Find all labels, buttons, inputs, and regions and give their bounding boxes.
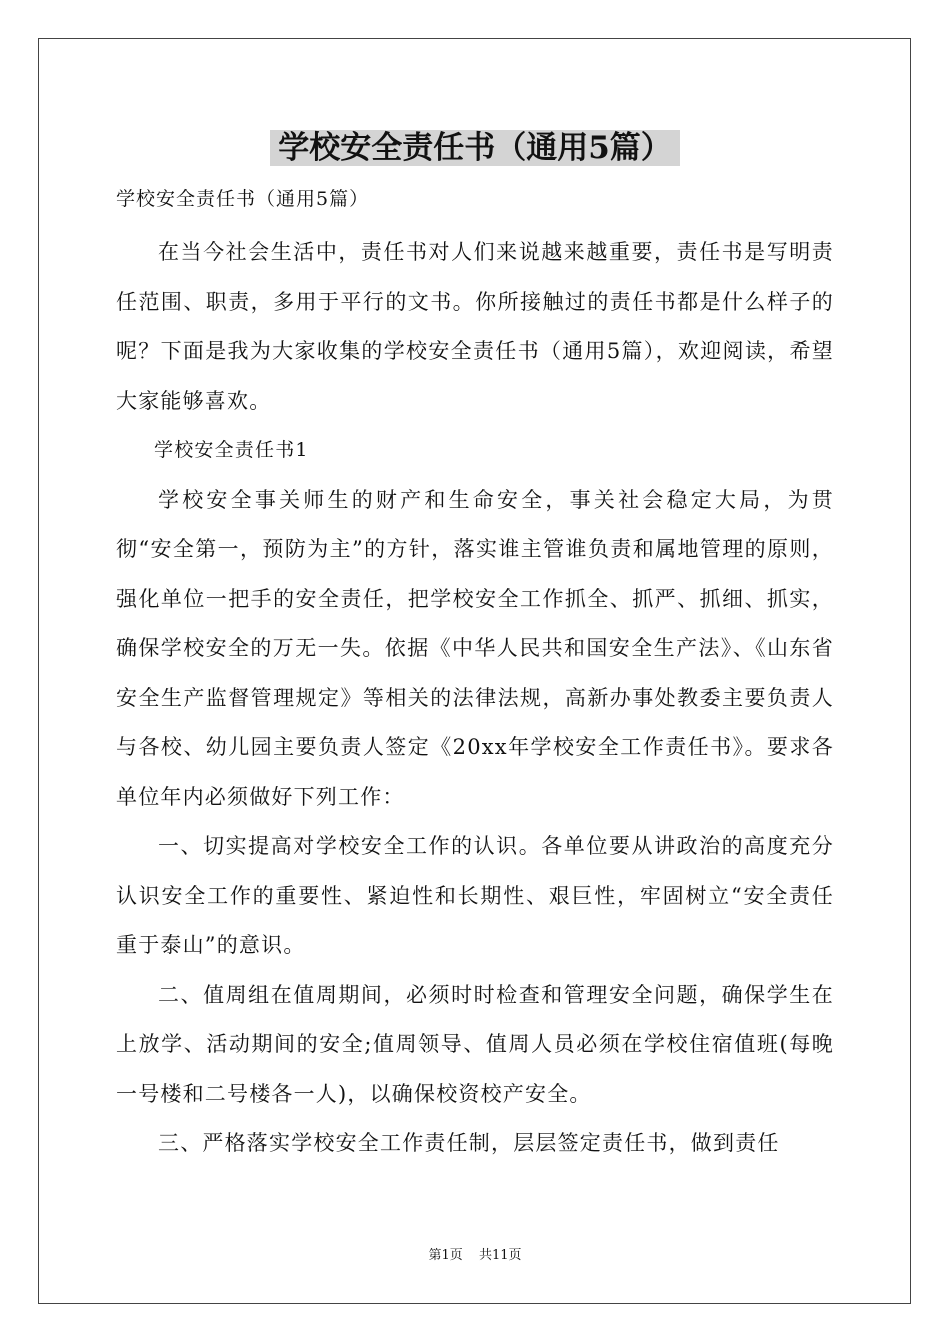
body-paragraph: 一、切实提高对学校安全工作的认识。各单位要从讲政治的高度充分认识安全工作的重要性、紧迫性和长期性、艰巨性，牢固树立“安全责任重于泰山”的意识。: [116, 834, 834, 957]
document-body: [116, 228, 834, 1169]
page-number: 第1页: [428, 1248, 463, 1263]
document-subtitle: 学校安全责任书（通用5篇）: [116, 188, 370, 210]
page-footer: [0, 1248, 950, 1264]
page-total: 共11页: [478, 1248, 522, 1263]
intro-paragraph: 在当今社会生活中，责任书对人们来说越来越重要，责任书是写明责任范围、职责，多用于平行的文书。你所接触过的责任书都是什么样子的呢？下面是我为大家收集的学校安全责任书（通用5篇），欢迎阅读，希望大家能够喜欢。: [116, 240, 834, 413]
document-title: [0, 128, 950, 168]
body-paragraph: 三、严格落实学校安全工作责任制，层层签定责任书，做到责任: [158, 1131, 780, 1155]
body-paragraph: 学校安全事关师生的财产和生命安全，事关社会稳定大局，为贯彻“安全第一，预防为主”的方针，落实谁主管谁负责和属地管理的原则，强化单位一把手的安全责任，把学校安全工作抓全、抓严、抓细、抓实，确保学校安全的万无一失。依据《中华人民共和国安全生产法》、《山东省安全生产监督管理规定》等相关的法律法规，高新办事处教委主要负责人与各校、幼儿园主要负责人签定《20xx年学校安全工作责任书》。要求各单位年内必须做好下列工作：: [116, 487, 834, 809]
document-title-text: 学校安全责任书（通用5篇）: [270, 130, 680, 166]
section-heading-1: 学校安全责任书1: [154, 439, 309, 461]
body-paragraph: 二、值周组在值周期间，必须时时检查和管理安全问题，确保学生在上放学、活动期间的安全;值周领导、值周人员必须在学校住宿值班(每晚一号楼和二号楼各一人)，以确保校资校产安全。: [116, 982, 834, 1106]
